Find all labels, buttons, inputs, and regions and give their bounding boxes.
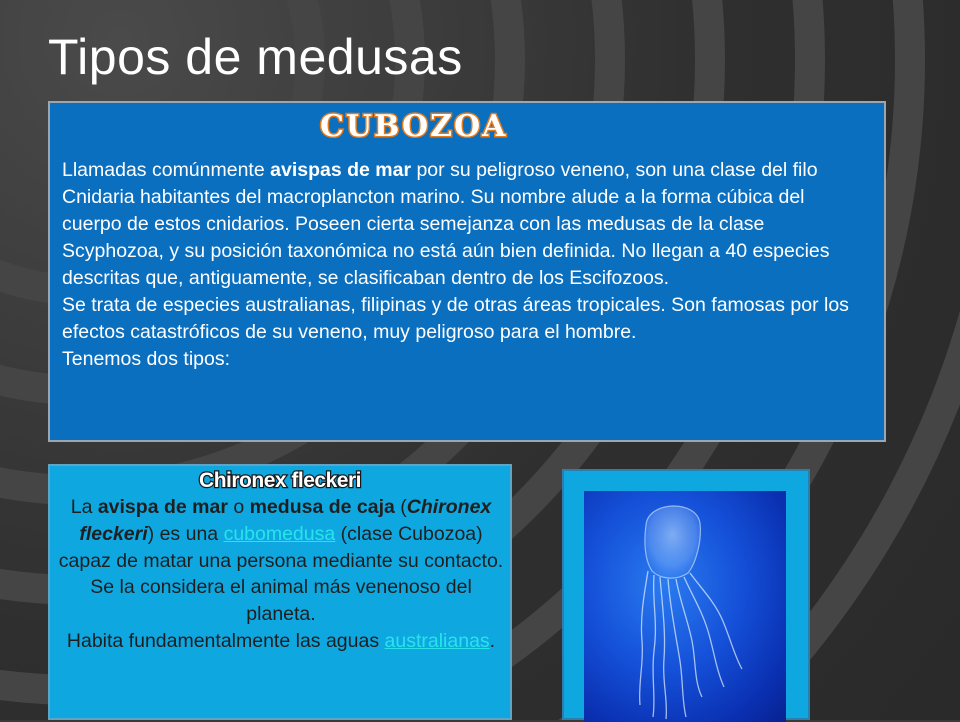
chironex-paragraph-2 — [58, 628, 504, 655]
bold-term: avispas de mar — [270, 159, 412, 181]
slide-title: Tipos de medusas — [48, 29, 463, 85]
text-run: (clase Cubozoa) capaz de matar una persona mediante su contacto. Se la considera el animal más venenoso del planeta. — [58, 522, 504, 626]
text-run: ) es una — [147, 522, 224, 545]
text-run: . — [489, 629, 496, 652]
text-run: La — [70, 496, 98, 518]
bold-term: avispa de mar — [97, 496, 228, 518]
chironex-heading: Chironex fleckeri — [199, 469, 361, 492]
text-run: o — [227, 496, 250, 518]
australianas-link[interactable]: australianas — [384, 629, 490, 652]
cubozoa-paragraph-1 — [62, 157, 862, 292]
jellyfish-illustration — [584, 491, 786, 722]
text-run: Llamadas comúnmente — [62, 159, 271, 181]
chironex-textbox — [48, 464, 512, 720]
cubomedusa-link[interactable]: cubomedusa — [223, 522, 336, 545]
species-name: Chironex fleckeri — [79, 496, 492, 545]
jellyfish-image — [584, 491, 786, 722]
cubozoa-paragraph-3: Tenemos dos tipos: — [62, 348, 231, 370]
jellyfish-photo-frame — [562, 469, 810, 720]
chironex-paragraph-1 — [58, 494, 504, 628]
text-run: ( — [394, 496, 407, 518]
cubozoa-textbox — [48, 101, 886, 442]
cubozoa-heading: CUBOZOA — [320, 109, 508, 144]
chironex-description — [58, 494, 504, 655]
bold-term: medusa de caja — [249, 496, 395, 518]
cubozoa-paragraph-2: Se trata de especies australianas, filipinas y de otras áreas tropicales. Son famosas por los efectos catastróficos de su veneno, muy peligroso para el hombre. — [62, 294, 849, 343]
text-run: por su peligroso veneno, son una clase del filo Cnidaria habitantes del macroplancton marino. Su nombre alude a la forma cúbica del cuerpo de estos cnidarios. Poseen cierta semejanza con las medusas de la clase Scyphozoa, y su posición taxonómica no está aún bien definida. No llegan a 40 especies descritas que, antiguamente, se clasificaban dentro de los Escifozoos. — [62, 159, 830, 289]
text-run: Habita fundamentalmente las aguas — [66, 629, 385, 652]
cubozoa-description — [62, 157, 862, 373]
